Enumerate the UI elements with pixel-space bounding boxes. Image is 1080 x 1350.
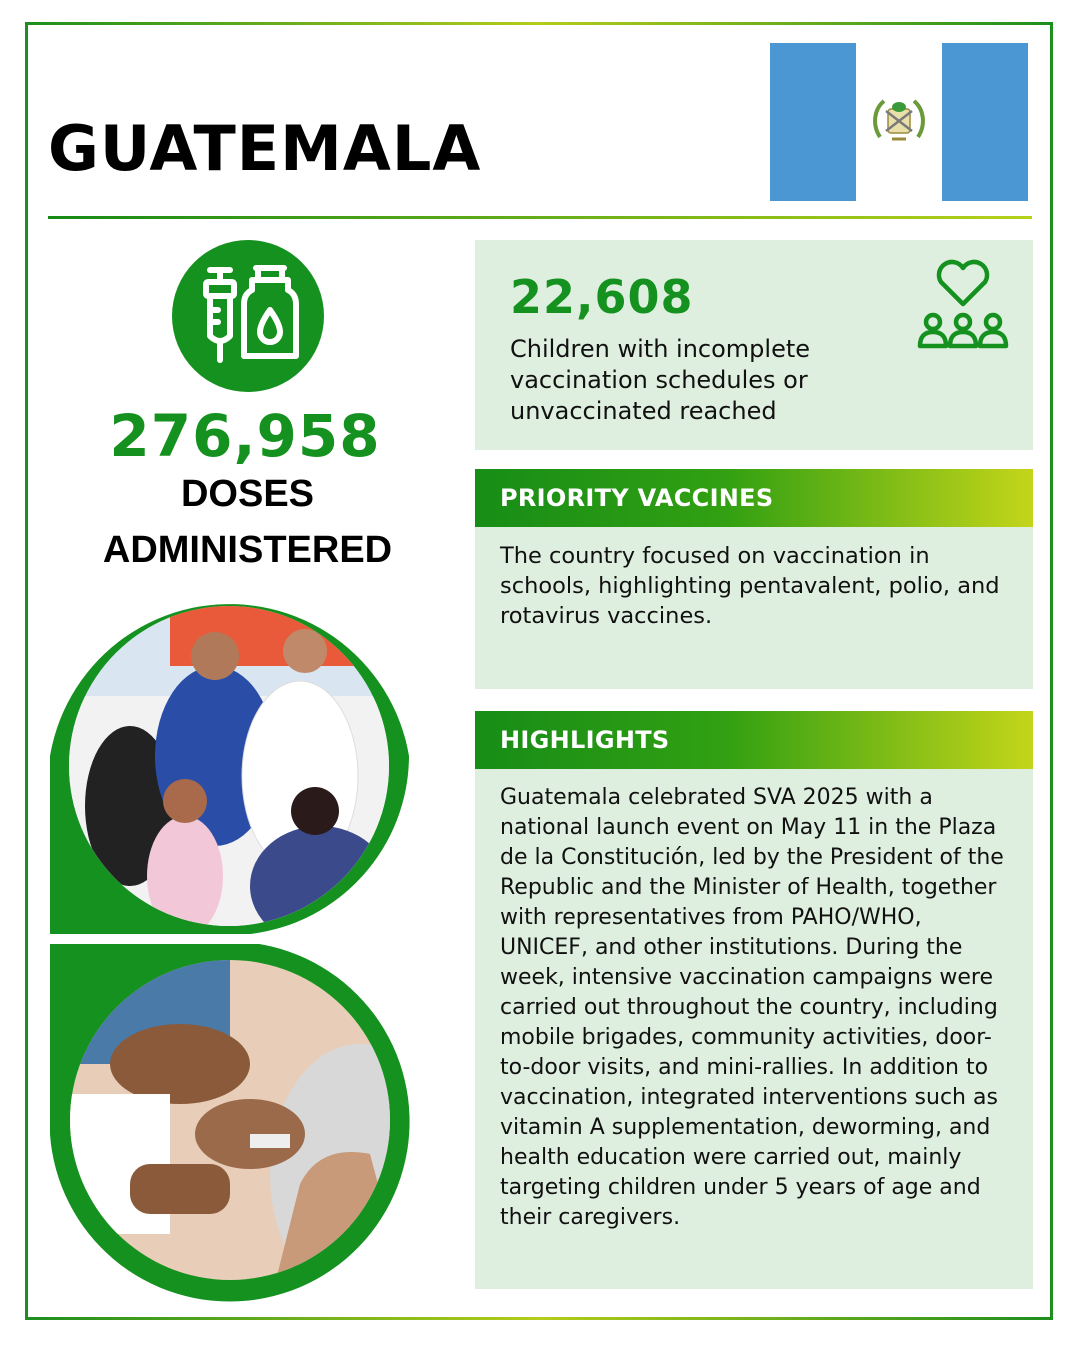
highlights-heading-bar <box>475 711 1033 769</box>
guatemala-flag <box>770 43 1028 201</box>
vaccination-photo <box>50 944 410 1304</box>
syringe-vial-icon <box>172 240 324 392</box>
highlights-heading: HIGHLIGHTS <box>500 726 670 754</box>
page-title: GUATEMALA <box>48 112 482 185</box>
title-divider <box>48 216 1032 219</box>
children-reached-number: 22,608 <box>510 270 694 324</box>
flag-band-right <box>942 43 1028 201</box>
priority-vaccines-heading-bar <box>475 469 1033 527</box>
syringe-vial-icon-graphic <box>172 240 324 392</box>
heart-people-icon <box>915 254 1011 350</box>
priority-vaccines-heading: PRIORITY VACCINES <box>500 484 774 512</box>
launch-event-photo <box>50 576 410 934</box>
flag-band-center <box>856 43 942 201</box>
doses-number: 276,958 <box>109 402 381 470</box>
priority-vaccines-text: The country focused on vaccination in schools, highlighting pentavalent, polio, and rotavirus vaccines. <box>475 527 1033 689</box>
flag-band-left <box>770 43 856 201</box>
children-reached-text: Children with incomplete vaccination schedules or unvaccinated reached <box>510 335 811 425</box>
doses-label: DOSES ADMINISTERED <box>102 473 393 571</box>
coat-of-arms-emblem <box>870 93 928 151</box>
highlights-text: Guatemala celebrated SVA 2025 with a national launch event on May 11 in the Plaza de la Constitución, led by the President of the Republic and the Minister of Health, together with representatives from PAHO/WHO, UNICEF, and other institutions. During the week, intensive vaccination campaigns were carried out throughout the country, including mobile brigades, community activities, door-to-door visits, and mini-rallies. In addition to vaccination, integrated interventions such as vitamin A supplementation, deworming, and health education were carried out, mainly targeting children under 5 years of age and their caregivers. <box>475 769 1033 1289</box>
children-reached-card <box>475 240 1033 450</box>
